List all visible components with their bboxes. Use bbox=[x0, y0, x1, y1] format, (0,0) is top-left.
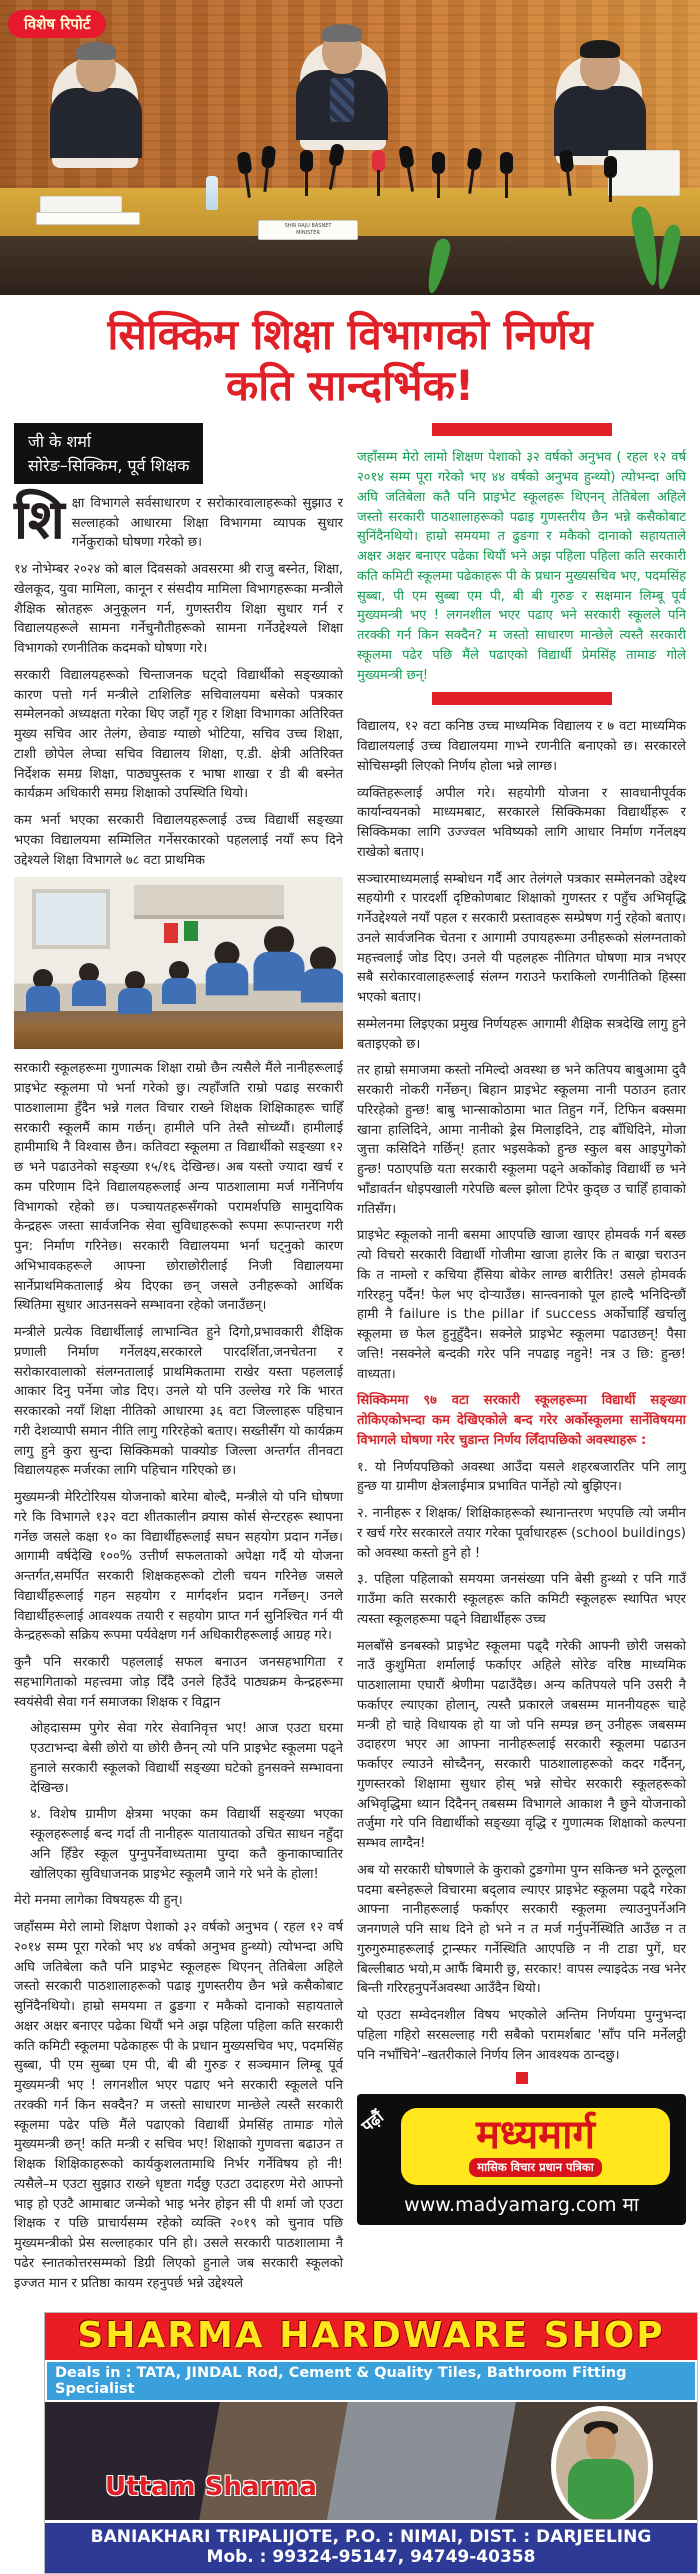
classroom-desk bbox=[14, 1023, 343, 1049]
papers bbox=[608, 150, 680, 196]
article-paragraph: मुख्यमन्त्री मेरिटोरियस योजनाको बारेमा बोल्दै, मन्त्रीले यो पनि घोषणा गरे कि विभागले १३२ वटा शीतकालीन क्र्यास कोर्स सेन्टरहरू स्थापना गर्नेछ जसले कक्षा १० का विद्यार्थीहरूलाई सघन सहयोग प्रदान गर्नेछ। आगामी वर्षदेखि १००% उत्तीर्ण सफलताको अपेक्षा गर्दै यो योजना अन्तर्गत,समर्पित सरकारी शिक्षकहरूको टोली चयन गरिनेछ जसले विद्यार्थीहरूलाई गहन सहयोग र मार्गदर्शन प्रदान गर्नेछन्। उनले विद्यार्थीहरूलाई आवश्यक तयारी र सहयोग प्राप्त गर्न सुनिश्चित गर्न यी केन्द्रहरूको सक्रिय रूपमा पर्यवेक्षण गर्न अधिकारीहरूलाई आग्रह गरे। bbox=[14, 1490, 343, 1644]
madyamarg-subtitle: मासिक विचार प्रधान पत्रिका bbox=[469, 2158, 601, 2177]
microphone-icon bbox=[237, 151, 253, 175]
microphone-icon bbox=[398, 145, 415, 169]
microphone-icon bbox=[300, 150, 313, 172]
article-body bbox=[0, 417, 700, 2300]
hair bbox=[76, 42, 116, 60]
portrait-face bbox=[586, 2427, 616, 2461]
article-paragraph: जहाँसम्म मेरो लामो शिक्षण पेशाको ३२ वर्षको अनुभव ( रहल १२ वर्ष २०१४ सम्म पूरा गरेको भए ४४ वर्षको अनुभव हुन्थ्यो) त्योभन्दा अघि अघि जतिबेला कतै पनि प्राइभेट स्कूलहरू थिएनन् तेतिबेला अहिले जस्तो सरकारी पाठशालाहरूको पढाइ गुणस्तरीय छैन भन्ने कसैकोबाट सुनिंदैनथियो। हाम्रो समयमा त ढुङगा र मकैको दानाको सहायताले अक्षर अक्षर बनाएर पढेका थियौं भने अझ पहिला पहिला कति सरकारी कति कमिटी स्कूलमा पढेकाहरू पी के प्रधान मुख्यसचिव भए, पदमसिंह सुब्बा, पी एम सुब्बा एम पी, बी बी गुरुङ र सक्षमान लिम्बू पूर्व मुख्यमन्त्री भए ! लगनशील भएर पढाए भने सरकारी स्कूलले पनि तरक्की गर्न किन सक्दैन? म जस्तो साधारण मान्छेले त्यस्तै सरकारी स्कूलमा पढेर पछि मैंले पढाएको विद्यार्थी प्रेमसिंह तामाङ गोले मुख्यमन्त्री छन्! bbox=[357, 450, 686, 683]
byline bbox=[14, 423, 203, 483]
student bbox=[206, 942, 249, 996]
pullquote-green bbox=[357, 448, 686, 685]
hardware-shop-deals: Deals in : TATA, JINDAL Rod, Cement & Quality Tiles, Bathroom Fitting Specialist bbox=[45, 2360, 697, 2402]
nameplate-line1: SHRI RAJU BASNET bbox=[284, 223, 332, 229]
microphone-red-icon bbox=[372, 150, 385, 172]
left-column-bottom-paragraphs bbox=[14, 1059, 343, 2293]
classroom-poster bbox=[184, 921, 198, 941]
student bbox=[118, 971, 152, 1014]
article-paragraph: मेरो मनमा लागेका विषयहरू यी हुन्। bbox=[14, 1893, 183, 1909]
article-paragraph: ओहदासम्म पुगेर सेवा गरेर सेवानिवृत्त भए! आज एउटा घरमा एउटाभन्दा बेसी छोरो या छोरी छैनन् त्यो पनि प्राइभेट स्कूलमा पढ्ने हुनाले सरकारी स्कूलको विद्यार्थी सङ्ख्या घटेको हुनसक्ने सम्भावना देखिन्छ। bbox=[30, 1721, 343, 1796]
suit bbox=[554, 86, 646, 156]
left-column-top-paragraphs bbox=[14, 487, 343, 871]
article-paragraph: १४ नोभेम्बर २०२४ को बाल दिवसको अवसरमा श्री राजु बस्नेत, शिक्षा, खेलकूद, युवा मामिला, कानून र संसदीय मामिला विभागहरूका मन्त्रीले शैक्षिक स्रोतहरू अनुकूलन गर्न, गुणस्तरीय शिक्षा सुधार गर्न र विद्यालयहरूले सामना गर्नेचुनौतीहरूको सामना गर्नेउद्देश्यले शिक्षा विभागको रणनीतिक कदमको घोषणा गरे। bbox=[14, 562, 343, 657]
article-paragraph: मलबाँसे डनबस्को प्राइभेट स्कूलमा पढ्दै गरेकी आफ्नी छोरी जसको नाउँ कुशुमिता शर्मालाई फर्काएर अहिले सोरेङ वरिष्ठ माध्यमिक पाठशालामा एघारौं श्रेणीमा पढाउँदैछ। अन्य कतिपयले पनि उसरी नै फर्काएर ल्याएका होलान्, त्यस्तै प्रकारले जबसम्म माननीयहरू चाहे मन्त्री हो चाहे विधायक हो या जो पनि सम्पन्न छन् उनीहरू जबसम्म उदाहरण भएर आ आफ्ना नानीहरूलाई सरकारी स्कूलमा पढाउन फर्काएर ल्याउने सोच्दैनन्, सरकारी पाठशालाहरूको कदर गर्दैनन्, गुणस्तरको शिक्षामा सुधार होस् भन्ने सोचेर सरकारी स्कूलहरूको अभिवृद्धिमा ध्यान दिदैनन् तबसम्म विभागले आकाश नै छुने योजनाको तर्जुमा गरे पनि विद्यार्थीको सङ्ख्या वृद्धि र गुणात्मक शिक्षाको कल्पना सम्भव लाग्दैन! bbox=[357, 1638, 686, 1852]
headline-line2: कति सान्दर्भिक! bbox=[225, 361, 475, 411]
article-paragraph: यो एउटा सम्वेदनशील विषय भएकोले अन्तिम निर्णयमा पुग्नुभन्दा पहिला गहिरो सरसल्लाह गरी सबैको परामर्शबाट 'साँप पनि मर्नेलट्ठी पनि नभाँचिने'–खतरीकाले निर्णय लिन आवश्यक ठान्दछु। bbox=[357, 2008, 686, 2063]
conference-table-front bbox=[0, 236, 700, 295]
article-paragraph: मन्त्रीले प्रत्येक विद्यार्थीलाई लाभान्वित हुने दिगो,प्रभावकारी शैक्षिक प्रणाली निर्माण गर्नेलक्ष्य,सरकारले पारदर्शिता,जनचेतना र सरोकारवालाको संलग्नतालाई प्राथमिकतामा राखेर यस्ता पहललाई आकार दिनु पर्नेमा जोड दिए। उनले यो पनि उल्लेख गरे कि भारत सरकारको नयाँ शिक्षा नीतिको आधारमा ३६ वटा जिल्लाहरू पहिचान गरी देशव्यापी समान नीति लागु गरिरहेको बताए। सख्तीसँग यो कार्यक्रम लागु हुने कुरा सुन्दा सिक्किमको पाक्योङ जिल्ला अन्तर्गत तीनवटा विद्यालयहरू मर्जरका लागि पहिचान गरिएको छ। bbox=[14, 1325, 343, 1479]
pullquote-top-bar bbox=[432, 423, 612, 436]
nameplate-left bbox=[36, 212, 140, 225]
article-paragraph: कम भर्ना भएका सरकारी विद्यालयहरूलाई उच्च विद्यार्थी सङ्ख्या भएका विद्यालयमा सम्मिलित गर्नेसरकारको पहललाई नयाँ रूप दिने उद्देश्यले शिक्षा विभागले ७८ वटा प्राथमिक bbox=[14, 813, 343, 868]
face bbox=[76, 46, 116, 92]
microphone-icon bbox=[604, 156, 617, 178]
hardware-owner-name: Uttam Sharma bbox=[105, 2472, 317, 2503]
article-paragraph: प्राइभेट स्कूलको नानी बसमा आएपछि खाजा खाएर होमवर्क गर्न बस्छ त्यो विचरो सरकारी विद्यार्थी गोजीमा खाजा हालेर कि त बाख्रा चराउन कि त नाम्लो र कचिया हँसिया बोकेर लाग्छ बारीतिर! उसले होमवर्क गरिरहनु पर्दैन! फेल भए दोऱ्याउँछ। सान्त्वनाको पूल हाल्दै भनिदिन्छौं हामी नै failure is the pillar if success अर्कोचाहिँ खर्चालु स्कूलमा छ फेल हुनुहुँदैन। सक्नेले प्राइभेट स्कूलमा पढाउछन्! पैसा जत्ति! नसक्नेले बन्दकी गरेर पनि नपढाइ नहुने! नत्र उ छि: हुन्छ! वाध्यता। bbox=[357, 1228, 686, 1382]
hardware-shop-ad bbox=[44, 2312, 698, 2574]
article-paragraph: व्यक्तिहरूलाई अपील गरे। सहयोगी योजना र सावधानीपूर्वक कार्यान्वयनको माध्यमबाट, सरकारले सिक्किमका विद्यार्थीहरू र सिक्किमका लागि उज्ज्वल भविष्यको लागि आधार निर्माण गर्नेलक्ष्य राखेको बताए। bbox=[357, 785, 686, 860]
nameplate-minister bbox=[258, 220, 358, 240]
hardware-shop-footer bbox=[45, 2520, 697, 2573]
classroom-photo bbox=[14, 877, 343, 1049]
student bbox=[254, 927, 305, 992]
article-paragraph: ३. पहिला पहिलाको समयमा जनसंख्या पनि बेसी हुन्थ्यो र पनि गाउँ गाउँमा कति सरकारी स्कूलहरू कति कमिटी स्कूलहरू स्थापित भएर त्यस्ता स्कूलहरूमा पढ्ने विद्यार्थीहरू उच्च bbox=[357, 1572, 686, 1627]
article-paragraph: २. नानीहरू र शिक्षक/ शिक्षिकाहरूको स्थानान्तरण भएपछि त्यो जमीन र खर्च गरेर सरकारले तयार गरेका पूर्वाधारहरू (school buildings) को अवस्था कस्तो हुने हो ! bbox=[357, 1506, 686, 1561]
face bbox=[580, 44, 620, 90]
madyamarg-ad bbox=[357, 2094, 686, 2225]
microphone-icon bbox=[432, 152, 445, 174]
article-paragraph: सम्मेलनमा लिइएका प्रमुख निर्णयहरू आगामी शैक्षिक सत्रदेखि लागु हुने बताइएको छ। bbox=[357, 1016, 686, 1052]
hardware-shop-address: BANIAKHARI TRIPALIJOTE, P.O. : NIMAI, DIST. : DARJEELING bbox=[90, 2527, 652, 2548]
article-paragraph: अब यो सरकारी घोषणाले के कुराको टुङगोमा पुग्न सकिन्छ भने ठूल्ठूला पदमा बस्नेहरूले विचारमा बद्लाव ल्याएर प्राइभेट स्कूलमा पढ्दै गरेका आफ्ना नानीहरूलाई फर्काएर सरकारी स्कूलमा ल्याउनुपर्नेअनि जनगणले पनि साथ दिने हो भने न त मर्ज गर्नुपर्नेस्थिति आउँछ न त गुरुगुरुमाहरूलाई ट्रान्स्फर गर्नेस्थिति आएपछि न नी टाडा पुगें, घर बिल्लीबाठ भयो,म आफैं बिमारी छु, सरकार! वापस ल्याइदेऊ नख भनेर बिन्ती गरिरहनुपर्नेअवस्था आउँदैन थियो। bbox=[357, 1862, 686, 1997]
article-paragraph: ४. विशेष ग्रामीण क्षेत्रमा भएका कम विद्यार्थी सङ्ख्या भएका स्कूलहरूलाई बन्द गर्दा ती नानीहरू यातायातको उचित साधन नहुँदा अनि हिँडेर स्कूल पुग्नुपर्नेवाध्यतामा पुग्दा कतै कुनाकाप्चातिर खोलिएका सुविधाजनक प्राइभेट स्कूलमै जाने गरे भने के होला! bbox=[30, 1807, 343, 1882]
hardware-shop-title: SHARMA HARDWARE SHOP bbox=[45, 2313, 697, 2360]
nameplate-line2: MINISTER bbox=[296, 230, 320, 236]
portrait-shirt bbox=[568, 2459, 634, 2519]
student bbox=[72, 963, 106, 1006]
byline-author: जी के शर्मा bbox=[28, 432, 92, 452]
minister-center bbox=[296, 28, 388, 140]
page-title bbox=[0, 295, 700, 417]
water-bottle bbox=[206, 176, 218, 210]
right-column bbox=[357, 417, 686, 2225]
classroom-poster bbox=[164, 923, 178, 943]
sweater-vest bbox=[330, 78, 354, 122]
microphone-icon bbox=[500, 152, 513, 174]
article-paragraph: सञ्चारमाध्यमलाई सम्बोधन गर्दै आर तेलंगले पत्रकार सम्मेलनको उद्देश्य सहयोगी र पारदर्शी दृष्टिकोणबाट शिक्षाको गुणस्तर र पहुँच अभिवृद्धि गर्नेउद्देश्यले नयाँ पहल र सरकारी प्रस्तावहरू सम्प्रेषण गर्नु रहेको बताए। उनले सार्वजनिक चेतना र आगामी उपायहरूमा उनीहरूको संलग्नताको महत्त्वलाई जोड दिए। उनले यी पहलहरू नीतिगत घोषणा मात्र नभएर सबै सरोकारवालाहरूलाई संलग्न गराउने फराकिलो रणनीतिको हिस्सा भएको बताए। bbox=[357, 871, 686, 1006]
article-paragraph: जहाँसम्म मेरो लामो शिक्षण पेशाको ३२ वर्षको अनुभव ( रहल १२ वर्ष २०१४ सम्म पूरा गरेको भए ४४ वर्षको अनुभव हुन्थ्यो) त्योभन्दा अघि अघि जतिबेला कतै पनि प्राइभेट स्कूलहरू थिएनन् तेतिबेला अहिले जस्तो सरकारी पाठशालाहरूको पढाइ गुणस्तरीय छैन भन्ने कसैकोबाट सुनिंदैनथियो। हाम्रो समयमा त ढुङगा र मकैको दानाको सहायताले अक्षर अक्षर बनाएर पढेका थियौं भने अझ पहिला पहिला कति सरकारी कति कमिटी स्कूलमा पढेकाहरू पी के प्रधान मुख्यसचिव भए, पदमसिंह सुब्बा, पी एम सुब्बा एम पी, बी बी गुरुङ र सञ्चमान लिम्बू पूर्व मुख्यमन्त्री भए ! लगनशील भएर पढाए भने सरकारी स्कूलले पनि तरक्की गर्न किन सक्दैन? म जस्तो साधारण मान्छेले त्यस्तै सरकारी स्कूलमा पढेर पछि मैंले पढाएको विद्यार्थी प्रेमसिंह तामाङ गोले मुख्यमन्त्री छन्! कति मन्त्री र सचिव भए! शिक्षाको गुणवत्ता बढाउन त शिक्षक शिक्षिकाहरूको कार्यकुशलतामाथि निर्भर गर्नेविषय हो नी! त्यसैले–म एउटा सुझाउ राख्ने धृष्टता गर्दछु एउटा उदाहरण मेरो आफ्नो भाइ हो एउटै आमाबाट जन्मेको भाइ भनेर होइन सी पी शर्मा जो एउटा शिक्षक र पछि प्राचार्यसम्म रहेको व्यक्ति २०१९ को चुनाव पछि मुख्यमन्त्रीको प्रेस सल्लाहकार पनि हो। उसले सरकारी पाठशालामा नै पढेर स्नातकोत्तरसम्मको डिग्री लिएको हुनाले जब सरकारी स्कूलको इज्जत मान र प्रतिष्ठा कायम रहनुपर्छ भन्ने उद्देश्यले bbox=[14, 1920, 343, 2291]
suit bbox=[50, 88, 142, 158]
article-paragraph: विद्यालय, १२ वटा कनिष्ठ उच्च माध्यमिक विद्यालय र ७ वटा माध्यमिक विद्यालयलाई उच्च विद्यालयमा गाभ्ने रणनीति बनाएको छ। सरकारले सोचिसम्झी लिएको निर्णय होला भन्ने लाग्छ। bbox=[357, 719, 686, 774]
official-right bbox=[554, 44, 646, 156]
owner-portrait bbox=[551, 2406, 653, 2520]
article-paragraph: शिक्षा विभागले सर्वसाधारण र सरोकारवालाहरूको सुझाउ र सल्लाहको आधारमा शिक्षा विभागमा व्यापक सुधार गर्नेकुराको घोषणा गरेको छ। bbox=[14, 487, 343, 551]
article-paragraph: सिक्किममा ९७ वटा सरकारी स्कूलहरूमा विद्यार्थी सङ्ख्या तोकिएकोभन्दा कम देखिएकोले बन्द गरेर अर्कोस्कूलमा सार्नेविषयमा विभागले घोषणा गरेर चुडान्त निर्णय लिँदापछिको अवस्थाहरू : bbox=[357, 1393, 686, 1448]
press-conference-photo bbox=[0, 0, 700, 295]
hair bbox=[580, 40, 620, 58]
face bbox=[322, 28, 362, 74]
madyamarg-title: मध्यमार्ग bbox=[476, 2112, 595, 2159]
microphone-icon bbox=[559, 149, 574, 172]
article-paragraph: सरकारी विद्यालयहरूको चिन्ताजनक घट्दो विद्यार्थीको सङ्ख्याको कारण पत्तो गर्न मन्त्रीले टाशिलिङ सचिवालयमा बसेको पत्रकार सम्मेलनको अध्यक्षता गरेका थिए जहाँ गृह र शिक्षा विभागका अतिरिक्त मुख्य सचिव आर तेलंग, छेवाङ ग्याछो भोटिया, सचिव उच्च शिक्षा, टाशी छोपेल लेप्चा सचिव विद्यालय शिक्षा, ए.डी. क्षेत्री अतिरिक्त निर्देशक समग्र शिक्षा, पाठ्यपुस्तक र भाषा शाखा र डी बी बस्नेत कार्यक्रम अधिकारी समग्र शिक्षाको उपस्थिति थियो। bbox=[14, 667, 343, 802]
student bbox=[26, 969, 60, 1012]
student bbox=[301, 947, 343, 1003]
hair bbox=[322, 24, 362, 42]
hardware-shop-mobile: Mob. : 99324-95147, 94749-40358 bbox=[206, 2547, 536, 2568]
headline-line1: सिक्किम शिक्षा विभागको निर्णय bbox=[107, 310, 593, 359]
right-column-paragraphs bbox=[357, 717, 686, 2065]
microphone-icon bbox=[261, 145, 276, 168]
microphone-icon bbox=[467, 147, 483, 171]
hardware-shop-photo bbox=[45, 2402, 697, 2520]
pullquote-bottom-bar bbox=[432, 692, 612, 705]
article-paragraph: तर हाम्रो समाजमा कस्तो नमिल्दो अवस्था छ भने कतिपय बाबुआमा दुवै सरकारी नोकरी गर्नेछन्। बिहान प्राइभेट स्कूलमा नानी पठाउन हतार परिरहेको हुन्छ! बाबु भान्साकोठामा भात तिहुन गर्ने, टिफिन बक्समा खाना हालिदिने, आमा नानीको ड्रेस मिलाइदिने, टाइ बाँधिदिने, मोजा जुत्ता कसिदिने गर्छिन्! हतार भइसकेको हुन्छ स्कुल बस आइपुगेको हुन्छ! पठाएपछि यता सरकारी स्कूलमा पढ्ने अर्कोकोइ विद्यार्थी छ भने भाँडावर्तन धोइपखाली गरेपछि बल्ल झोला टिपेर कुद्छ उ चाहिँ हावाको गतिसँग। bbox=[357, 1063, 686, 1217]
microphone-icon bbox=[328, 143, 345, 167]
article-paragraph: सरकारी स्कूलहरूमा गुणात्मक शिक्षा राम्रो छैन त्यसैले मैंले नानीहरूलाई प्राइभेट स्कूलमा पो भर्ना गरेको छु। त्यहाँजति राम्रो पढाइ सरकारी पाठशालामा हुँदैन भन्ने गलत विचार राख्ने शिक्षक शिक्षिकाहरू चाहिँ सरकारी स्कूलमैं काम गर्छन्। हामीले पनि तेस्तै सोच्थ्यौं। हामीलाई हामीमाथि नै विश्वास छैन। कतिवटा स्कूलमा त विद्यार्थीको सङ्ख्या १२ छ भने पढाउनेको सङ्ख्या १५/१६ देखिन्छ। अब यस्तो ज्यादा खर्च र कम परिणाम दिने विद्यालयहरूलाई अन्य पाठशालामा मर्ज गर्नेनिर्णय विभागको रहेको छ। पञ्चायतहरूसँगको परामर्शपछि सामुदायिक केन्द्रहरू जस्ता सार्वजनिक सेवा सुविधाहरूको रूपमा रूपान्तरण गरी पुन: निर्माण गरिनेछ। सरकारी विद्यालयमा भर्ना घट्नुको कारण अभिभावकहरूले आफ्ना छोराछोरीलाई निजी विद्यालयमा सार्नेप्राथमिकतालाई श्रेय दिएका छन् जसले उनीहरूको आर्थिक स्थितिमा सुधार आउनसक्ने सम्भावना रहेको जनाउँछन्। bbox=[14, 1061, 343, 1314]
byline-location: सोरेङ–सिक्किम, पूर्व शिक्षक bbox=[28, 455, 190, 475]
madyamarg-website: www.madyamarg.com मा bbox=[404, 2194, 639, 2217]
madyamarg-read-label: पढ़ौं bbox=[357, 2107, 388, 2137]
classroom-shelf bbox=[134, 885, 284, 919]
article-paragraph: १. यो निर्णयपछिको अवस्था आउँदा यसले शहरबजारतिर पनि लागु हुन्छ या ग्रामीण क्षेत्रलाईमात्र प्रभावित पार्नेहो त्यो बुझिएन। bbox=[357, 1459, 686, 1495]
madyamarg-logo-box bbox=[401, 2108, 670, 2185]
article-end-mark bbox=[516, 2072, 528, 2084]
official-left bbox=[50, 46, 142, 158]
article-paragraph: कुनै पनि सरकारी पहललाई सफल बनाउन जनसहभागिता र सहभागिताको महत्त्वमा जोड़ दिँदै उनले हिउँदे पाठ्यक्रम केन्द्रहरूमा स्वयंसेवी सेवा गर्न समाजका शिक्षक र विद्वान bbox=[14, 1655, 343, 1710]
special-report-badge: विशेष रिपोर्ट bbox=[8, 10, 106, 38]
drop-cap: शि bbox=[14, 487, 65, 551]
student bbox=[162, 961, 196, 1004]
classroom-window bbox=[32, 889, 110, 949]
left-column bbox=[14, 417, 343, 2300]
